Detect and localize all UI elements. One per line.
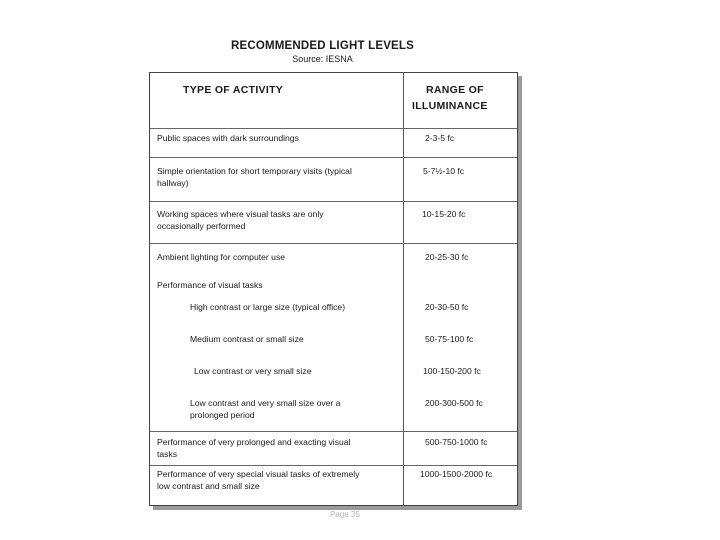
table-row-activity: Performance of very prolonged and exacting visual tasks: [157, 437, 351, 459]
table-row-range: 2-3-5 fc: [425, 133, 455, 143]
table-row-activity: Working spaces where visual tasks are only occasionally performed: [157, 209, 324, 231]
page-title: RECOMMENDED LIGHT LEVELS: [230, 40, 415, 52]
table-row-range: 1000-1500-2000 fc: [420, 469, 493, 479]
row-separator: [150, 128, 517, 129]
table-row-activity: Ambient lighting for computer use: [157, 252, 286, 262]
table-row-range: 200-300-500 fc: [425, 398, 483, 408]
row-separator: [150, 243, 517, 244]
header-range-line1: RANGE OF: [426, 84, 484, 96]
table-row-activity: Low contrast or very small size: [194, 366, 312, 376]
header-activity: TYPE OF ACTIVITY: [183, 84, 284, 96]
page-number: Page 35: [330, 510, 360, 519]
row-separator: [150, 431, 517, 432]
row-separator: [150, 465, 517, 466]
table-row-activity: Performance of very special visual tasks of extremely low contrast and small size: [157, 469, 360, 491]
table-row-range: 10-15-20 fc: [422, 209, 466, 219]
row-separator: [150, 157, 517, 158]
table-row-range: 100-150-200 fc: [423, 366, 481, 376]
table-row-group-heading: Performance of visual tasks: [157, 280, 263, 290]
header-range-line2: ILLUMINANCE: [412, 100, 488, 112]
table-row-range: 50-75-100 fc: [425, 334, 474, 344]
table-row-activity: Medium contrast or small size: [190, 334, 304, 344]
table-row-range: 20-30-50 fc: [425, 302, 469, 312]
table-row-activity: Public spaces with dark surroundings: [157, 133, 299, 143]
source-label: Source: IESNA: [292, 54, 353, 64]
table-row-activity: Simple orientation for short temporary visits (typical hallway): [157, 166, 352, 188]
table-row-range: 500-750-1000 fc: [425, 437, 488, 447]
row-separator: [150, 201, 517, 202]
table-row-range: 20-25-30 fc: [425, 252, 469, 262]
table-row-activity: High contrast or large size (typical office): [190, 302, 346, 312]
table-row-range: 5-7½-10 fc: [423, 166, 465, 176]
column-divider: [403, 72, 404, 506]
table-row-activity: Low contrast and very small size over a prolonged period: [190, 398, 341, 420]
